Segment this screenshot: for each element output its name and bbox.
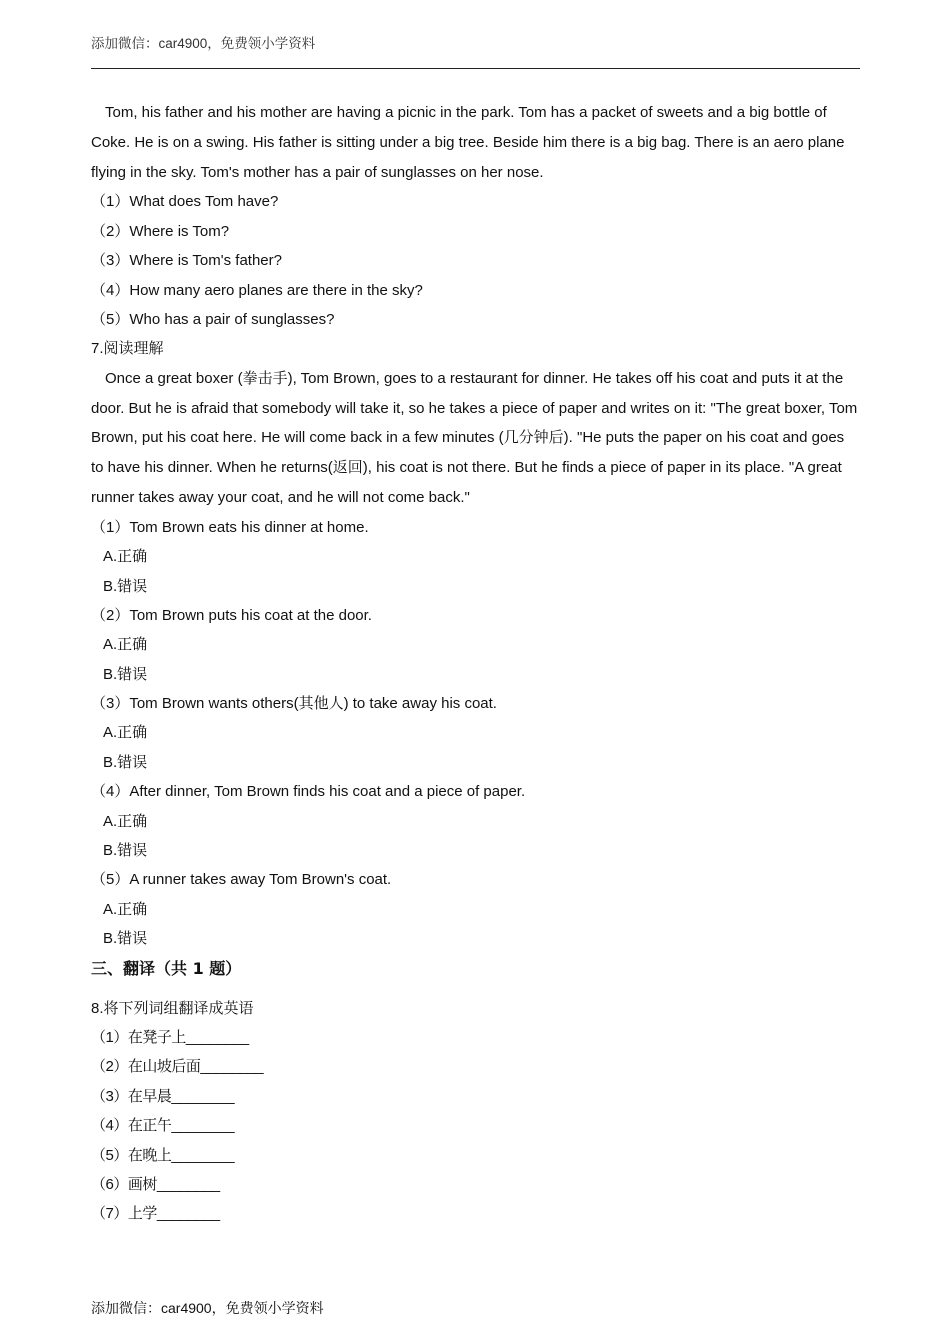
option-7-5-b[interactable]: B.错误 — [103, 930, 148, 948]
question-7-5: （5）A runner takes away Tom Brown's coat. — [91, 871, 392, 889]
section-heading-translation: 三、翻译（共 1 题） — [91, 958, 242, 978]
question-8-title: 8.将下列词组翻译成英语 — [91, 999, 254, 1017]
option-7-3-a[interactable]: A.正确 — [103, 724, 148, 742]
question-7-3: （3）Tom Brown wants others(其他人) to take away his coat. — [91, 695, 497, 713]
question-8-2: （2）在山坡后面________ — [91, 1058, 264, 1076]
page-header: 添加微信：car4900，免费领小学资料 — [91, 36, 316, 51]
option-7-1-a[interactable]: A.正确 — [103, 548, 148, 566]
option-7-2-a[interactable]: A.正确 — [103, 636, 148, 654]
question-8-5: （5）在晚上________ — [91, 1146, 235, 1164]
question-6-4: （4）How many aero planes are there in the sky? — [91, 281, 423, 299]
question-8-6: （6）画树________ — [91, 1175, 220, 1193]
option-7-4-a[interactable]: A.正确 — [103, 812, 148, 830]
passage-7: Once a great boxer (拳击手), Tom Brown, goes to a restaurant for dinner. He takes off his coat and puts it at the door. But he is afraid that somebody will take it, so he takes a piece of paper and writes on it: "The great boxer, Tom Brown, put his coat here. He will come back in a few minutes (几分钟后). "He puts the paper on his coat and goes to have his dinner. When he returns(返回), his coat is not there. But he finds a piece of paper in its place. "A great runner takes away your coat, and he will not come back." — [91, 369, 858, 506]
question-8-1: （1）在凳子上________ — [91, 1028, 249, 1046]
question-7-2: （2）Tom Brown puts his coat at the door. — [91, 606, 372, 624]
header-divider — [91, 68, 860, 69]
question-7-4: （4）After dinner, Tom Brown finds his coat and a piece of paper. — [91, 783, 526, 801]
option-7-3-b[interactable]: B.错误 — [103, 753, 148, 771]
question-8-3: （3）在早晨________ — [91, 1087, 235, 1105]
question-7-1: （1）Tom Brown eats his dinner at home. — [91, 518, 369, 536]
document-body — [91, 98, 860, 1229]
option-7-1-b[interactable]: B.错误 — [103, 577, 148, 595]
question-6-1: （1）What does Tom have? — [91, 193, 279, 211]
question-7-title: 7.阅读理解 — [91, 340, 164, 358]
question-8-4: （4）在正午________ — [91, 1117, 235, 1135]
page-footer: 添加微信：car4900，免费领小学资料 — [91, 1300, 324, 1316]
option-7-5-a[interactable]: A.正确 — [103, 900, 148, 918]
passage-6: Tom, his father and his mother are having a picnic in the park. Tom has a packet of sweets and a big bottle of Coke. He is on a swing. His father is sitting under a big tree. Beside him there is a big bag. There is an aero plane flying in the sky. Tom's mother has a pair of sunglasses on her nose. — [91, 104, 845, 181]
question-6-5: （5）Who has a pair of sunglasses? — [91, 310, 335, 328]
question-6-3: （3）Where is Tom's father? — [91, 252, 282, 270]
option-7-4-b[interactable]: B.错误 — [103, 842, 148, 860]
question-8-7: （7）上学________ — [91, 1205, 220, 1223]
question-6-2: （2）Where is Tom? — [91, 222, 230, 240]
option-7-2-b[interactable]: B.错误 — [103, 665, 148, 683]
